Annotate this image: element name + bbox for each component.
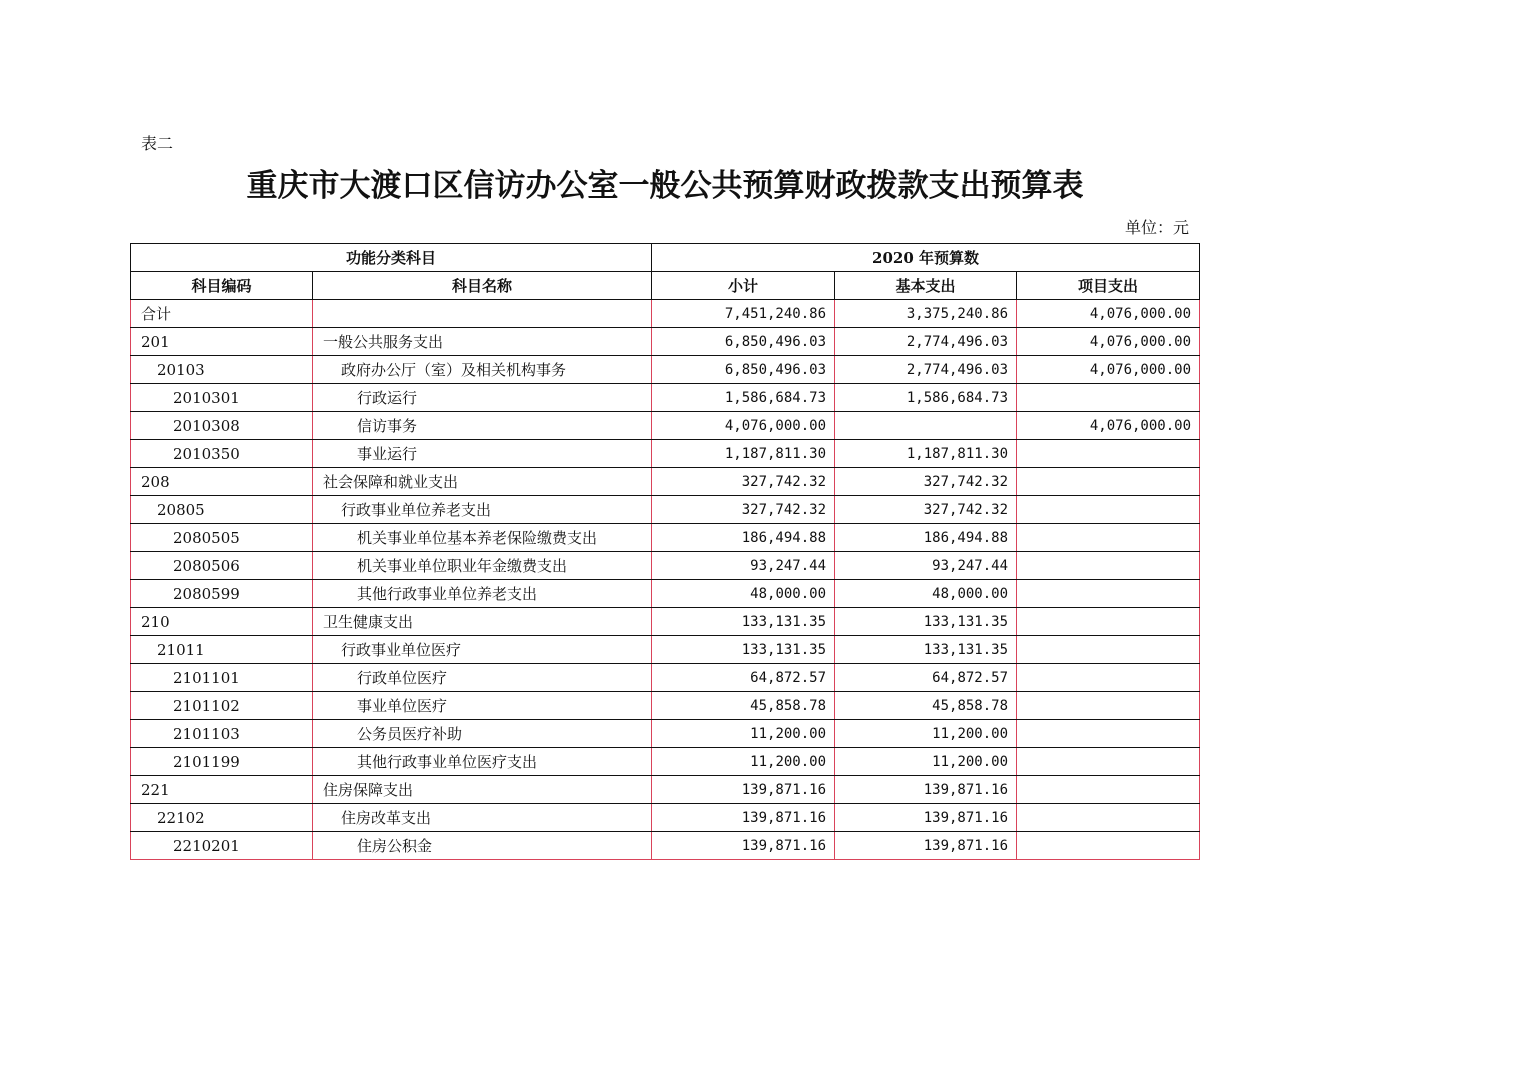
cell-subtotal: 6,850,496.03 [652, 356, 835, 384]
cell-code: 20805 [131, 496, 313, 524]
cell-project: 4,076,000.00 [1017, 412, 1200, 440]
column-header-name: 科目名称 [313, 272, 652, 300]
cell-code: 2010301 [131, 384, 313, 412]
cell-name: 住房改革支出 [313, 804, 652, 832]
cell-subtotal: 1,187,811.30 [652, 440, 835, 468]
table-row [131, 636, 1200, 664]
cell-name: 事业运行 [313, 440, 652, 468]
cell-code: 2101103 [131, 720, 313, 748]
cell-subtotal: 327,742.32 [652, 468, 835, 496]
cell-code: 22102 [131, 804, 313, 832]
cell-subtotal: 6,850,496.03 [652, 328, 835, 356]
cell-code: 2010308 [131, 412, 313, 440]
table-row [131, 664, 1200, 692]
cell-code: 221 [131, 776, 313, 804]
table-row [131, 748, 1200, 776]
cell-project [1017, 524, 1200, 552]
cell-project: 4,076,000.00 [1017, 328, 1200, 356]
cell-code: 201 [131, 328, 313, 356]
table-row [131, 412, 1200, 440]
cell-basic: 133,131.35 [835, 608, 1017, 636]
cell-subtotal: 186,494.88 [652, 524, 835, 552]
cell-name: 一般公共服务支出 [313, 328, 652, 356]
cell-project [1017, 580, 1200, 608]
budget-table [130, 243, 1200, 860]
cell-subtotal: 1,586,684.73 [652, 384, 835, 412]
cell-project [1017, 468, 1200, 496]
cell-project [1017, 832, 1200, 860]
table-row [131, 356, 1200, 384]
cell-basic: 11,200.00 [835, 748, 1017, 776]
cell-subtotal: 7,451,240.86 [652, 300, 835, 328]
cell-name: 行政运行 [313, 384, 652, 412]
cell-basic: 93,247.44 [835, 552, 1017, 580]
cell-project [1017, 636, 1200, 664]
cell-subtotal: 139,871.16 [652, 804, 835, 832]
cell-name: 机关事业单位职业年金缴费支出 [313, 552, 652, 580]
table-row [131, 468, 1200, 496]
cell-subtotal: 133,131.35 [652, 608, 835, 636]
cell-name: 其他行政事业单位养老支出 [313, 580, 652, 608]
column-header-code: 科目编码 [131, 272, 313, 300]
cell-subtotal: 45,858.78 [652, 692, 835, 720]
cell-project [1017, 440, 1200, 468]
cell-basic: 327,742.32 [835, 496, 1017, 524]
table-body [131, 300, 1200, 860]
cell-basic: 45,858.78 [835, 692, 1017, 720]
cell-subtotal: 327,742.32 [652, 496, 835, 524]
cell-project [1017, 692, 1200, 720]
cell-code: 21011 [131, 636, 313, 664]
cell-name: 行政单位医疗 [313, 664, 652, 692]
cell-name: 信访事务 [313, 412, 652, 440]
cell-basic [835, 412, 1017, 440]
cell-code: 210 [131, 608, 313, 636]
cell-project [1017, 720, 1200, 748]
cell-basic: 48,000.00 [835, 580, 1017, 608]
cell-code: 合计 [131, 300, 313, 328]
table-row [131, 384, 1200, 412]
table-row [131, 608, 1200, 636]
cell-name: 住房保障支出 [313, 776, 652, 804]
table-row [131, 524, 1200, 552]
cell-code: 208 [131, 468, 313, 496]
cell-basic: 186,494.88 [835, 524, 1017, 552]
cell-basic: 133,131.35 [835, 636, 1017, 664]
cell-subtotal: 48,000.00 [652, 580, 835, 608]
cell-project [1017, 384, 1200, 412]
cell-code: 2101102 [131, 692, 313, 720]
cell-project: 4,076,000.00 [1017, 300, 1200, 328]
cell-code: 20103 [131, 356, 313, 384]
cell-code: 2101199 [131, 748, 313, 776]
cell-project [1017, 776, 1200, 804]
cell-basic: 11,200.00 [835, 720, 1017, 748]
table-row [131, 300, 1200, 328]
cell-project [1017, 748, 1200, 776]
cell-subtotal: 93,247.44 [652, 552, 835, 580]
cell-code: 2080506 [131, 552, 313, 580]
cell-project [1017, 804, 1200, 832]
cell-project: 4,076,000.00 [1017, 356, 1200, 384]
table-row [131, 720, 1200, 748]
cell-code: 2080599 [131, 580, 313, 608]
cell-name: 事业单位医疗 [313, 692, 652, 720]
cell-project [1017, 664, 1200, 692]
cell-basic: 139,871.16 [835, 832, 1017, 860]
cell-name: 社会保障和就业支出 [313, 468, 652, 496]
cell-subtotal: 11,200.00 [652, 748, 835, 776]
cell-subtotal: 64,872.57 [652, 664, 835, 692]
cell-project [1017, 552, 1200, 580]
unit-label: 单位：元 [1124, 218, 1189, 237]
cell-basic: 3,375,240.86 [835, 300, 1017, 328]
table-row [131, 832, 1200, 860]
cell-name: 行政事业单位养老支出 [313, 496, 652, 524]
cell-name: 机关事业单位基本养老保险缴费支出 [313, 524, 652, 552]
cell-subtotal: 133,131.35 [652, 636, 835, 664]
cell-name: 住房公积金 [313, 832, 652, 860]
column-header-subtotal: 小计 [652, 272, 835, 300]
table-row [131, 496, 1200, 524]
cell-basic: 139,871.16 [835, 776, 1017, 804]
table-label: 表二 [141, 134, 174, 153]
cell-project [1017, 608, 1200, 636]
cell-name: 政府办公厅（室）及相关机构事务 [313, 356, 652, 384]
cell-name [313, 300, 652, 328]
table-row [131, 440, 1200, 468]
cell-name: 行政事业单位医疗 [313, 636, 652, 664]
table-row [131, 804, 1200, 832]
cell-name: 其他行政事业单位医疗支出 [313, 748, 652, 776]
group-header-row [131, 244, 1200, 272]
cell-name: 公务员医疗补助 [313, 720, 652, 748]
cell-code: 2101101 [131, 664, 313, 692]
table-row [131, 692, 1200, 720]
cell-name: 卫生健康支出 [313, 608, 652, 636]
page-title: 重庆市大渡口区信访办公室一般公共预算财政拨款支出预算表 [246, 168, 1084, 204]
budget-year-header: 2020 年预算数 [652, 244, 1200, 272]
cell-code: 2210201 [131, 832, 313, 860]
cell-basic: 1,187,811.30 [835, 440, 1017, 468]
cell-basic: 2,774,496.03 [835, 356, 1017, 384]
cell-basic: 64,872.57 [835, 664, 1017, 692]
cell-subtotal: 4,076,000.00 [652, 412, 835, 440]
table-row [131, 552, 1200, 580]
cell-basic: 1,586,684.73 [835, 384, 1017, 412]
cell-code: 2080505 [131, 524, 313, 552]
cell-subtotal: 11,200.00 [652, 720, 835, 748]
cell-basic: 2,774,496.03 [835, 328, 1017, 356]
table-row [131, 580, 1200, 608]
column-header-basic: 基本支出 [835, 272, 1017, 300]
cell-subtotal: 139,871.16 [652, 832, 835, 860]
cell-basic: 327,742.32 [835, 468, 1017, 496]
table-row [131, 328, 1200, 356]
cell-code: 2010350 [131, 440, 313, 468]
cell-project [1017, 496, 1200, 524]
table-row [131, 776, 1200, 804]
column-header-project: 项目支出 [1017, 272, 1200, 300]
column-header-row [131, 272, 1200, 300]
cell-basic: 139,871.16 [835, 804, 1017, 832]
functional-classification-header: 功能分类科目 [131, 244, 652, 272]
cell-subtotal: 139,871.16 [652, 776, 835, 804]
